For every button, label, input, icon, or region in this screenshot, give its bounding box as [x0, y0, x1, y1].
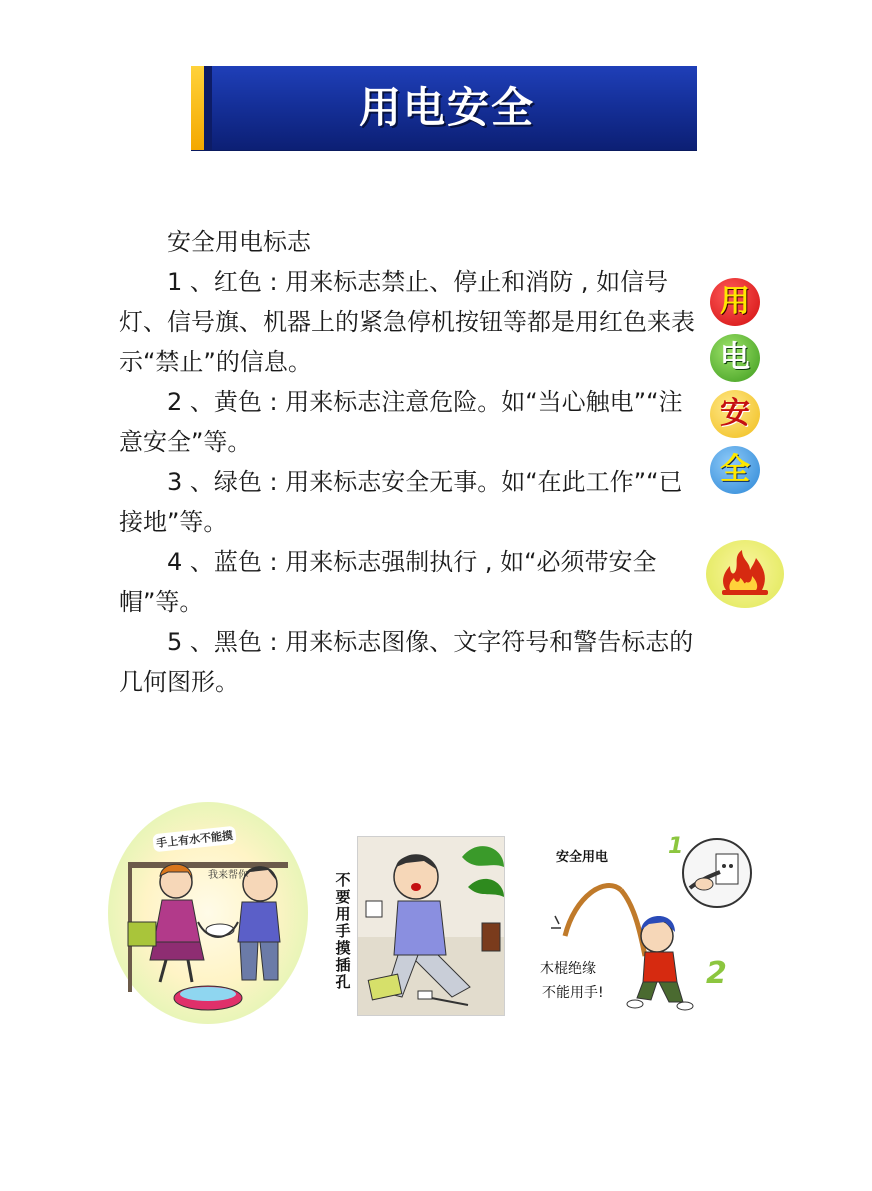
badge-char-blue: 全: [710, 446, 760, 494]
step-number: 1: [668, 834, 684, 859]
page-title: 用电安全: [358, 83, 535, 132]
badge-char-red: 用: [710, 278, 760, 326]
list-item: 3 、绿色 : 用来标志安全无事。如“在此工作”“已接地”等。: [119, 468, 683, 536]
list-item: 2 、黄色 : 用来标志注意危险。如“当心触电”“注意安全”等。: [119, 388, 683, 456]
badge-char-green: 电: [710, 334, 760, 382]
fire-icon: [706, 540, 784, 608]
boy-socket-illustration: [358, 837, 504, 1015]
list-item: 1 、红色 : 用来标志禁止、停止和消防 , 如信号灯、信号旗、机器上的紧急停机按钮等都是用红色来表示“禁止”的信息。: [119, 268, 695, 376]
illustration-caption: 不要用手摸插孔: [335, 871, 351, 991]
title-accent-divider: [204, 66, 212, 150]
fire-icon-badge: [706, 540, 784, 608]
illustration-caption: 不能用手!: [542, 985, 604, 1001]
section-heading: 安全用电标志: [167, 228, 311, 256]
step-number: 2: [706, 956, 727, 991]
body-text: [119, 222, 701, 702]
speech-bubble: 我来帮你: [208, 870, 248, 881]
list-item: 4 、蓝色 : 用来标志强制执行 , 如“必须带安全帽”等。: [119, 548, 657, 616]
badge-char-yellow: 安: [710, 390, 760, 438]
illustration-caption: 木棍绝缘: [540, 961, 596, 977]
illustration-socket: [357, 836, 505, 1016]
title-accent-bar: [191, 66, 204, 150]
illustration-title: 安全用电: [556, 850, 609, 865]
list-item: 5 、黑色 : 用来标志图像、文字符号和警告标志的几何图形。: [119, 628, 694, 696]
illustration-caption: 手上有水不能摸: [152, 826, 236, 853]
